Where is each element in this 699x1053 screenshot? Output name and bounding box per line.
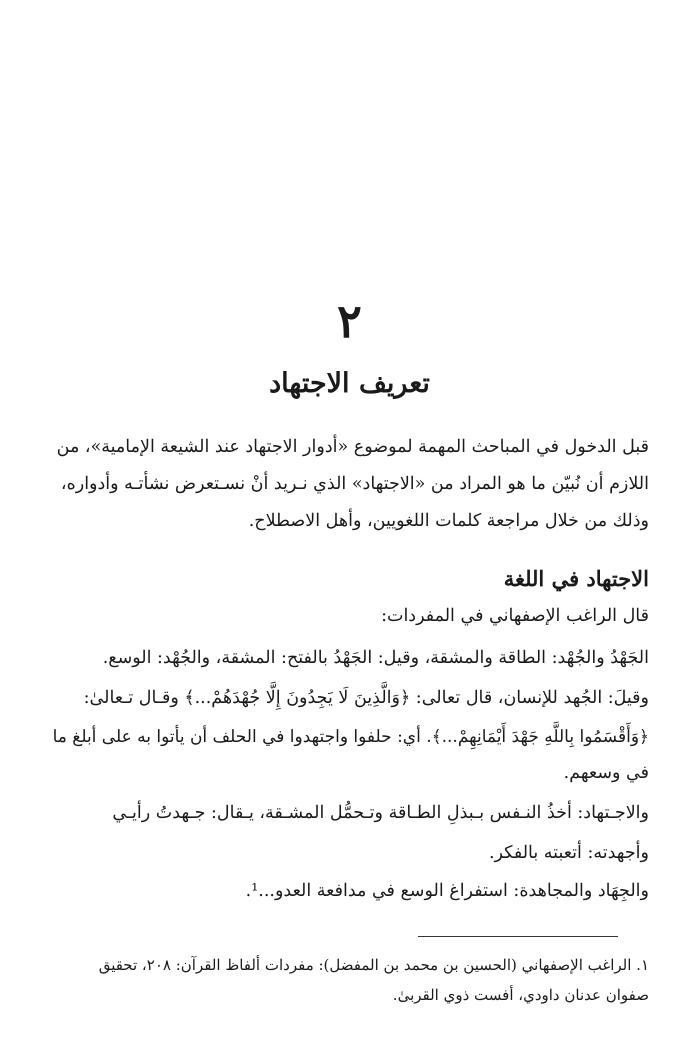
intro-line-3: وذلك من خلال مراجعة كلمات اللغويين، وأهل الاصطلاح. bbox=[248, 511, 649, 531]
body-line-5: في وسعهم. bbox=[563, 763, 649, 783]
body-line-6: والاجـتهاد: أخذُ النـفس بـبذلِ الطـاقة وتـحمُّل المشـقة، يـقال: جـهدتُ رأيـي bbox=[112, 803, 649, 823]
body-line-7: وأجهدته: أتعبته بالفكر. bbox=[488, 843, 649, 863]
body-line-3: وقيلَ: الجُهد للإنسان، قال تعالى: ﴿وَالَّذِينَ لَا يَجِدُونَ إِلَّا جُهْدَهُمْ...﴾ وقـال تـعالىٰ: bbox=[83, 688, 649, 708]
footnote-line-1: ١. الراغب الإصفهاني (الحسين بن محمد بن المفضل): مفردات ألفاظ القرآن: ٢٠٨، تحقيق bbox=[98, 956, 649, 974]
footnote-line-2: صفوان عدنان داودي، أفست ذوي القربىٰ. bbox=[392, 986, 649, 1004]
body-line-8: والجِهَاد والمجاهدة: استفراغ الوسع في مدافعة العدو...¹. bbox=[245, 881, 649, 901]
chapter-number: ٢ bbox=[337, 294, 362, 348]
chapter-title: تعريف الاجتهاد bbox=[269, 368, 430, 399]
body-line-4: ﴿وَأَقْسَمُوا بِاللَّهِ جَهْدَ أَيْمَانِهِمْ...﴾. أي: حلفوا واجتهدوا في الحلف أن يأتوا به على أبلغ ما bbox=[52, 727, 649, 747]
section-heading: الاجتهاد في اللغة bbox=[503, 566, 649, 591]
body-line-2: الجَهْدُ والجُهْد: الطاقة والمشقة، وقيل: الجَهْدُ بالفتح: المشقة، والجُهْد: الوسع. bbox=[102, 648, 649, 668]
intro-line-1: قبل الدخول في المباحث المهمة لموضوع «أدوار الاجتهاد عند الشيعة الإمامية»، من bbox=[56, 437, 649, 457]
body-line-1: قال الراغب الإصفهاني في المفردات: bbox=[381, 606, 649, 626]
footnote-divider bbox=[418, 936, 618, 937]
intro-line-2: اللازم أن نُبيّن ما هو المراد من «الاجتهاد» الذي نـريد أنْ نسـتعرض نشأتـه وأدواره، bbox=[60, 474, 649, 494]
